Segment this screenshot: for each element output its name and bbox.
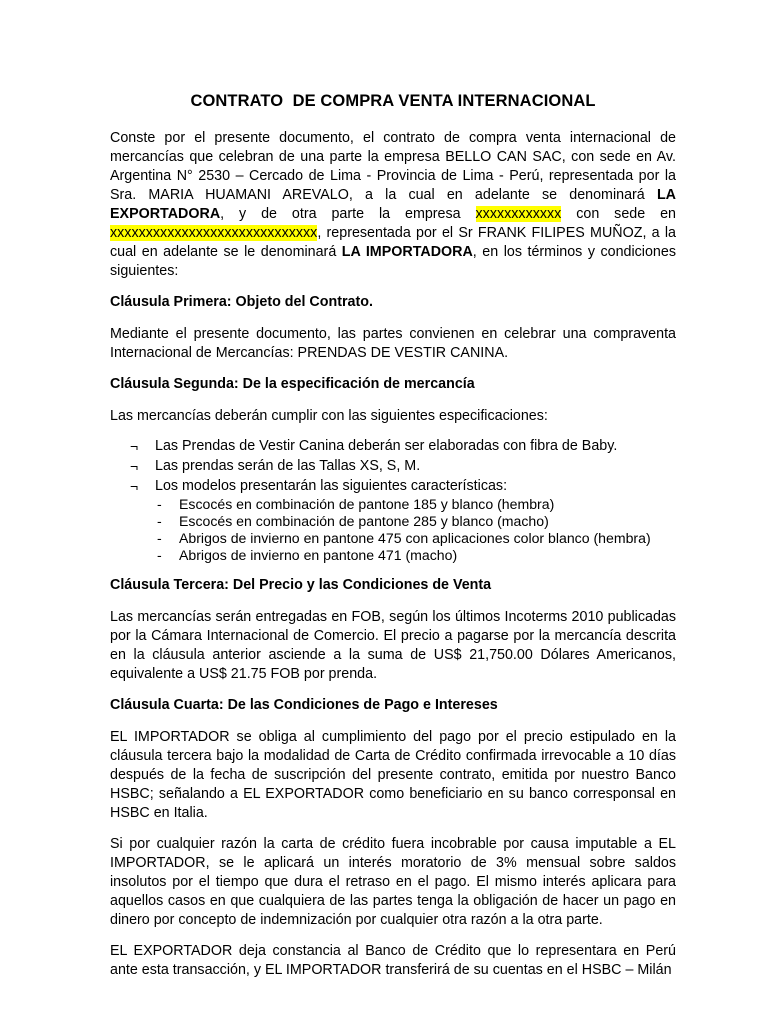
clause4-paragraph-2: Si por cualquier razón la carta de crédito fuera incobrable por causa imputable a EL IMPORTADOR, se le aplicará un interés moratorio de 3% mensual sobre saldos insolutos por el tiempo que dura el retraso en el pago. El mismo interés aplicara para aquellos casos en que cualquiera de las partes tenga la obligación de hacer un pago en dinero por concepto de indemnización por cualquier otra razón a la otra parte. (110, 836, 676, 928)
bullet-marker: ¬ (130, 438, 139, 454)
clause4-paragraph-1: EL IMPORTADOR se obliga al cumplimiento del pago por el precio estipulado en la cláusula tercera bajo la modalidad de Carta de Crédito confirmada irrevocable a 10 días después de la fecha de suscripción del presente contrato, emitida por nuestro Banco HSBC; señalando a EL EXPORTADOR como beneficiario en su banco corresponsal en HSBC en Italia. (110, 729, 676, 821)
list-item: ¬ Los modelos presentarán las siguientes características: - Escocés en combinación de pantone 185 y blanco (hembra) - Escocés en combinación de pantone 285 y blanco (macho) - Abrigos de invierno en pantone 475 con aplicaciones color blanco (hembra) - Abrigos de invierno en pantone 471 (macho) (110, 476, 676, 564)
clause4-paragraph-3: EL EXPORTADOR deja constancia al Banco de Crédito que lo representara en Perú ante esta transacción, y EL IMPORTADOR transferirá de su cuentas en el HSBC – Milán (110, 943, 676, 978)
intro-text-2: , y de otra parte la empresa (220, 206, 476, 222)
dash-marker: - (157, 513, 162, 529)
intro-paragraph (110, 129, 676, 281)
dash-marker: - (157, 530, 162, 546)
list-item: ¬ Las prendas serán de las Tallas XS, S, M. (130, 458, 421, 474)
highlight-address-placeholder: xxxxxxxxxxxxxxxxxxxxxxxxxxxxx (110, 225, 318, 241)
clause2-heading: Cláusula Segunda: De la especificación de mercancía (110, 376, 475, 392)
bullet-marker: ¬ (130, 478, 139, 494)
clause2-text: Las mercancías deberán cumplir con las siguientes especificaciones: (110, 408, 548, 424)
intro-text-5: , en los términos y condiciones siguientes: (110, 244, 676, 279)
clause4-heading: Cláusula Cuarta: De las Condiciones de Pago e Intereses (110, 697, 498, 713)
bullet-marker: ¬ (130, 458, 139, 474)
importer-name: LA IMPORTADORA (341, 244, 473, 260)
dash-marker: - (157, 547, 162, 563)
exporter-name: LA EXPORTADORA (110, 187, 676, 222)
dash-marker: - (157, 496, 162, 512)
intro-text-3: con sede en (561, 206, 676, 222)
intro-text-4: , representada por el Sr FRANK FILIPES MUÑOZ, a la cual en adelante se le denominará (110, 225, 676, 260)
sub-list-item: - Abrigos de invierno en pantone 471 (macho) (157, 547, 458, 563)
sub-list-item: - Escocés en combinación de pantone 285 y blanco (macho) (157, 513, 549, 529)
clause1-heading: Cláusula Primera: Objeto del Contrato. (110, 294, 373, 310)
clause1-text: Mediante el presente documento, las partes convienen en celebrar una compraventa Internacional de Mercancías: PRENDAS DE VESTIR CANINA. (110, 326, 676, 361)
document-title: CONTRATO DE COMPRA VENTA INTERNACIONAL (190, 92, 596, 110)
sub-list-item: - Abrigos de invierno en pantone 475 con aplicaciones color blanco (hembra) (157, 530, 651, 546)
clause3-text: Las mercancías serán entregadas en FOB, según los últimos Incoterms 2010 publicadas por la Cámara Internacional de Comercio. El precio a pagarse por la mercancía descrita en la cláusula anterior asciende a la suma de US$ 21,750.00 Dólares Americanos, equivalente a US$ 21.75 FOB por prenda. (110, 609, 676, 682)
sub-list-item: - Escocés en combinación de pantone 185 y blanco (hembra) (157, 496, 555, 512)
clause3-heading: Cláusula Tercera: Del Precio y las Condiciones de Venta (110, 577, 492, 593)
list-item: ¬ Las Prendas de Vestir Canina deberán ser elaboradas con fibra de Baby. (130, 438, 618, 454)
intro-text-1: Conste por el presente documento, el contrato de compra venta internacional de mercancías que celebran de una parte la empresa BELLO CAN SAC, con sede en Av. Argentina N° 2530 – Cercado de Lima - Provincia de Lima - Perú, representada por la Sra. MARIA HUAMANI AREVALO, a la cual en adelante se denominará (110, 130, 676, 203)
highlight-company-placeholder: xxxxxxxxxxxx (475, 206, 562, 222)
model-sublist (155, 496, 676, 564)
specification-list (110, 436, 676, 564)
